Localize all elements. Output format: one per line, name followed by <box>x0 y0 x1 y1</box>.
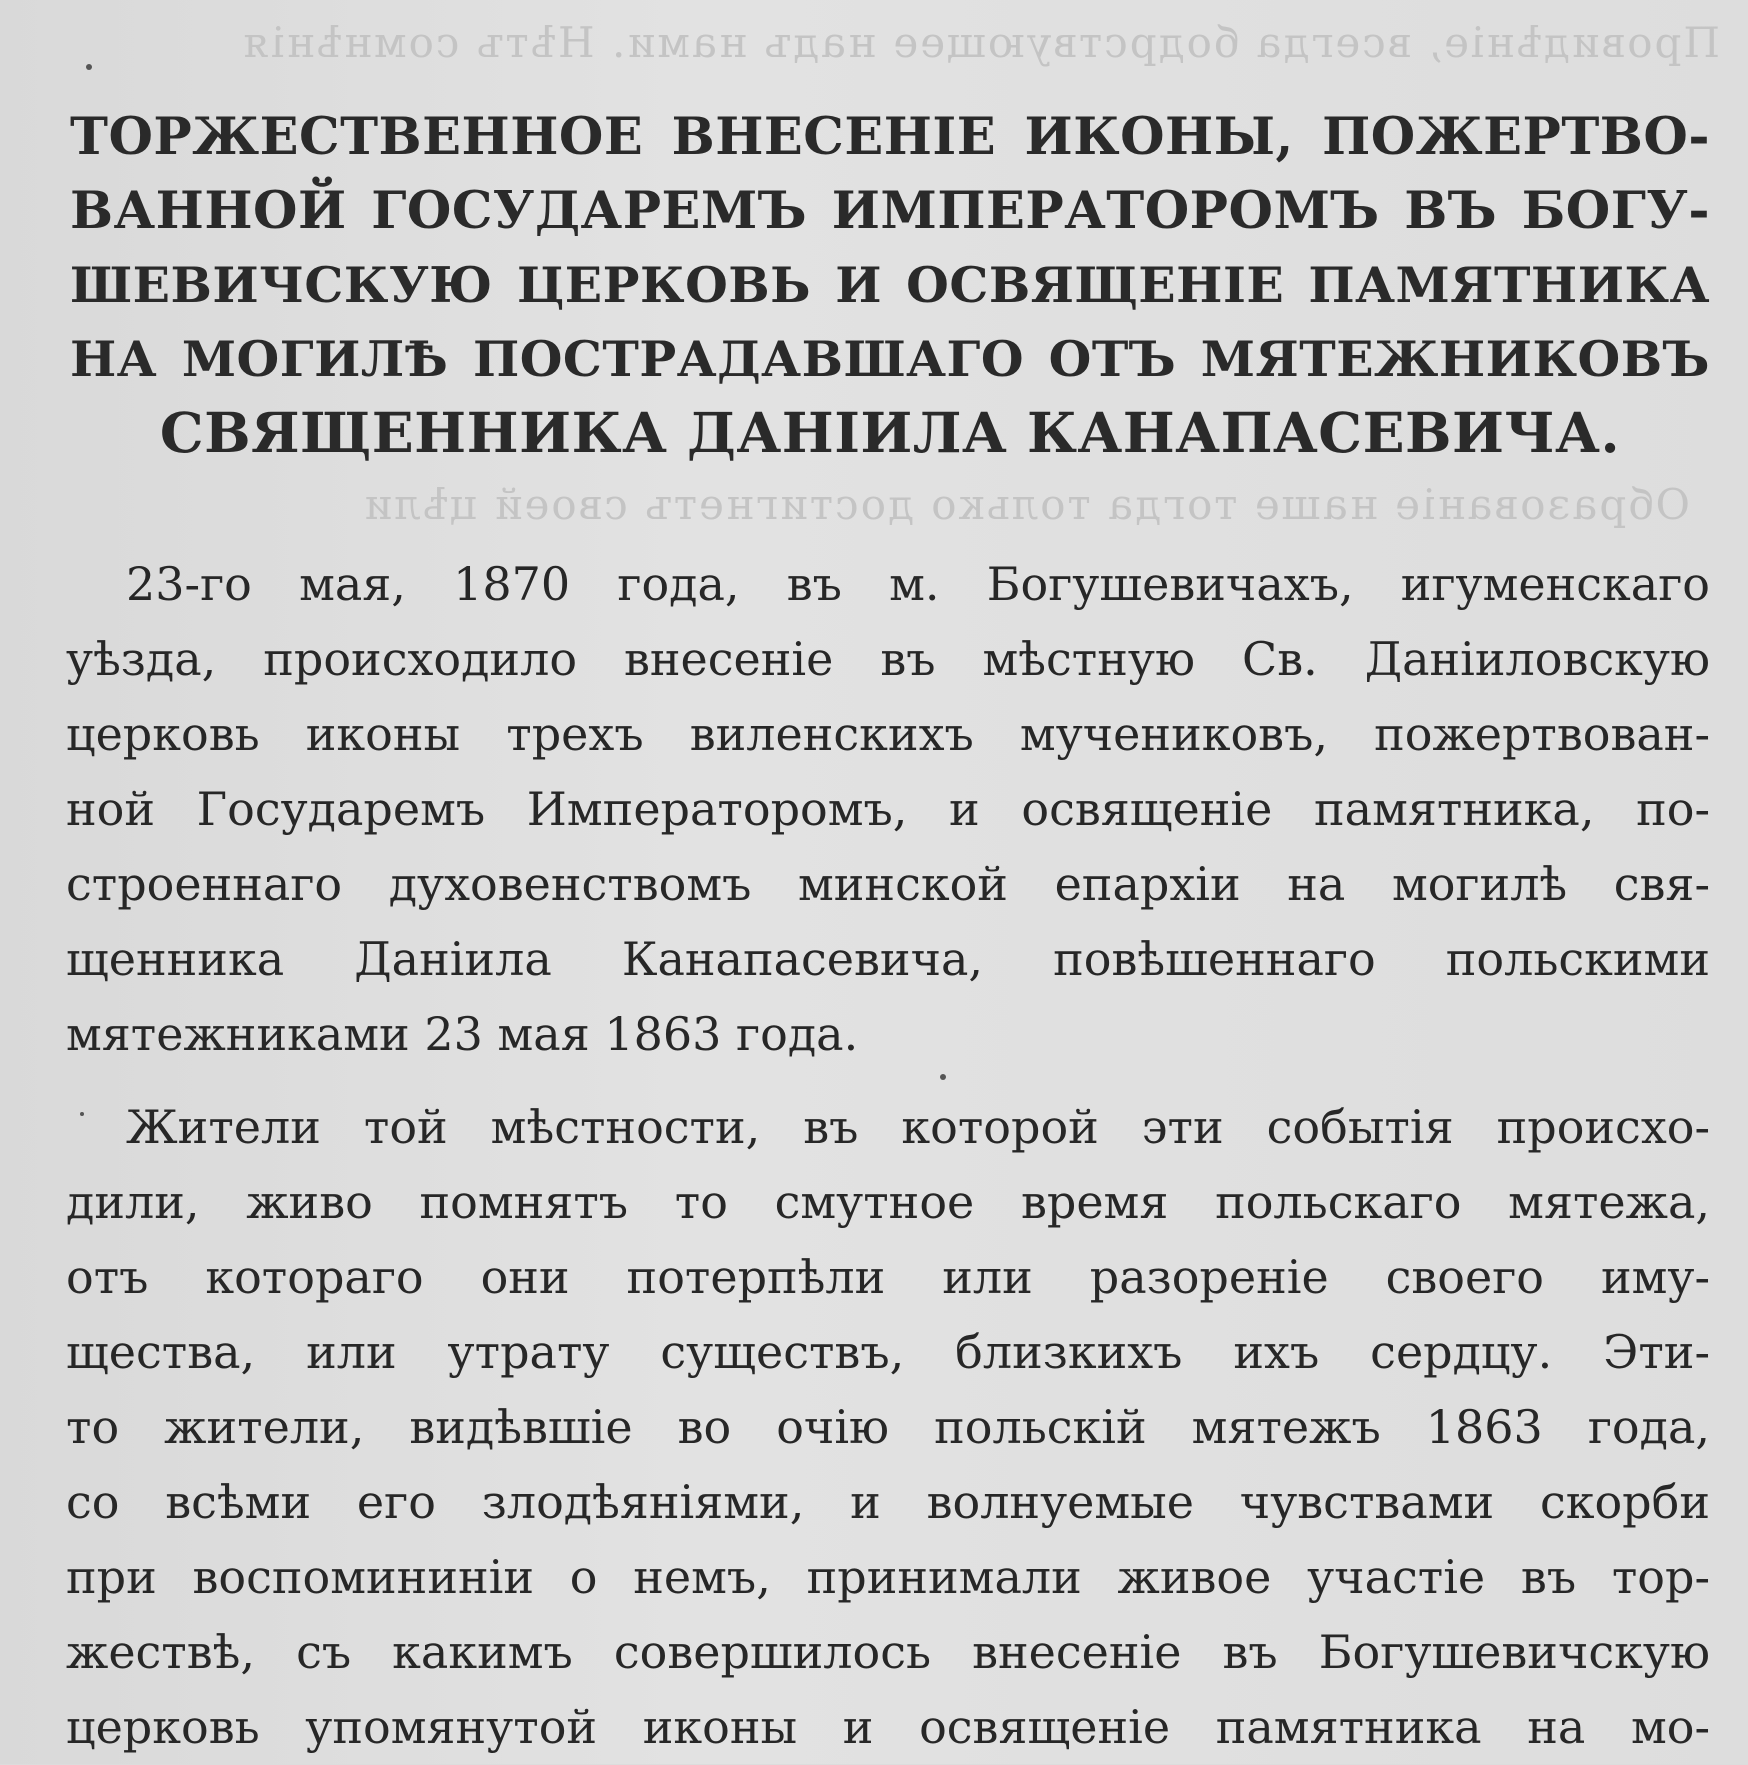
title-line: НА МОГИЛѢ ПОСТРАДАВШАГО ОТЪ МЯТЕЖНИКОВЪ <box>70 330 1710 388</box>
text-line: щенника Даніила Канапасевича, повѣшеннаго польскими <box>66 932 1710 986</box>
text-line: дили, живо помнятъ то смутное время польскаго мятежа, <box>66 1175 1710 1229</box>
title-line: ШЕВИЧСКУЮ ЦЕРКОВЬ И ОСВЯЩЕНІЕ ПАМЯТНИКА <box>70 256 1710 314</box>
text-line: строеннаго духовенствомъ минской епархіи на могилѣ свя- <box>66 857 1710 911</box>
ink-speck <box>80 1112 84 1116</box>
text-line: церковь иконы трехъ виленскихъ мучениковъ, пожертвован- <box>66 707 1710 761</box>
text-line: со всѣми его злодѣяніями, и волнуемые чувствами скорби <box>66 1475 1710 1529</box>
text-line: щества, или утрату существъ, близкихъ ихъ сердцу. Эти- <box>66 1325 1710 1379</box>
title-line: ТОРЖЕСТВЕННОЕ ВНЕСЕНІЕ ИКОНЫ, ПОЖЕРТВО- <box>70 107 1710 167</box>
text-line: ной Государемъ Императоромъ, и освященіе памятника, по- <box>66 782 1710 836</box>
bleed-through-text-top: Провидѣніе, всегда бодрствующее надъ нами. Нѣтъ сомнѣнія <box>240 18 1720 67</box>
text-line: Жители той мѣстности, въ которой эти событія происхо- <box>126 1100 1710 1154</box>
paragraph-2 <box>66 1090 1710 1765</box>
ink-speck <box>86 64 92 70</box>
title-line: ВАННОЙ ГОСУДАРЕМЪ ИМПЕРАТОРОМЪ ВЪ БОГУ- <box>70 181 1710 241</box>
paragraph-1 <box>66 547 1710 1072</box>
text-line: уѣзда, происходило внесеніе въ мѣстную Св. Даніиловскую <box>66 632 1710 686</box>
article-title <box>70 100 1710 470</box>
text-line: отъ котораго они потерпѣли или разореніе своего иму- <box>66 1250 1710 1304</box>
ink-speck <box>940 1074 946 1080</box>
text-line: при воспомининіи о немъ, принимали живое участіе въ тор- <box>66 1550 1710 1604</box>
text-line: 23-го мая, 1870 года, въ м. Богушевичахъ, игуменскаго <box>126 557 1710 611</box>
bleed-through-text-middle: Образованіе наше тогда только достигнетъ своей цѣли <box>362 480 1690 529</box>
text-line: мятежниками 23 мая 1863 года. <box>66 1007 859 1061</box>
text-line: то жители, видѣвшіе во очію польскій мятежъ 1863 года, <box>66 1400 1710 1454</box>
text-line: жествѣ, съ какимъ совершилось внесеніе въ Богушевичскую <box>66 1625 1710 1679</box>
text-line: церковь упомянутой иконы и освященіе памятника на мо- <box>66 1700 1710 1754</box>
title-line: СВЯЩЕННИКА ДАНІИЛА КАНАПАСЕВИЧА. <box>159 400 1621 465</box>
